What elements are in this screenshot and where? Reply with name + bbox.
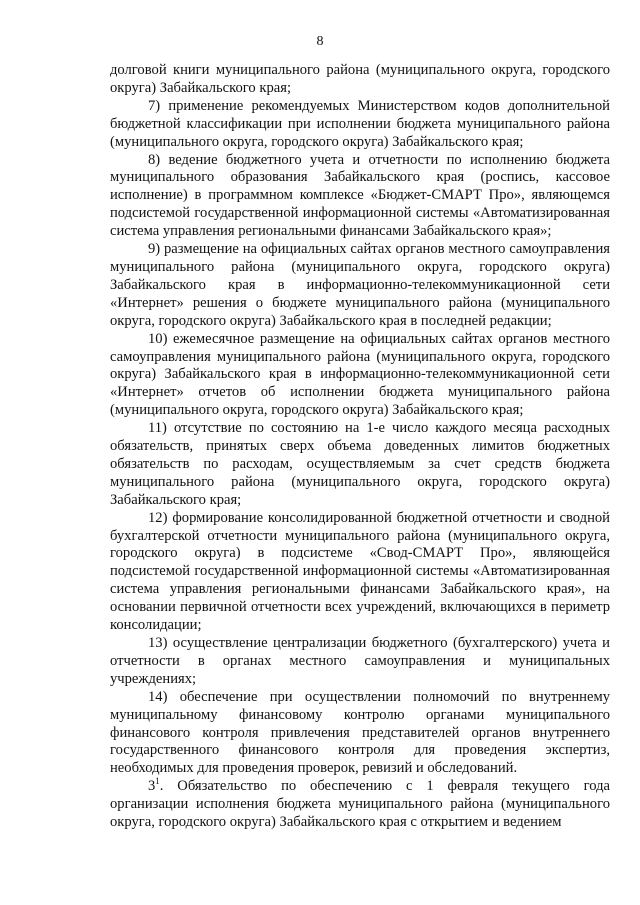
paragraph-item-14: 14) обеспечение при осуществлении полномочий по внутреннему муниципальному финансовому контролю органами муниципального финансового контроля привлечения представителей органов внутреннего государственного финансового контроля для проведения экспертиз, необходимых для проведения проверок, ревизий и обследований. <box>110 688 610 777</box>
section-number: 3 <box>148 778 156 795</box>
paragraph-item-11: 11) отсутствие по состоянию на 1-е число каждого месяца расходных обязательств, принятых сверх объема доведенных лимитов бюджетных обязательств по расходам, осуществляемым за счет средств бюджета муниципального района (муниципального округа, городского округа) Забайкальского края; <box>110 420 610 508</box>
paragraph-continuation: долговой книги муниципального района (муниципального округа, городского округа) Забайкальского края; <box>110 62 610 96</box>
paragraph-item-10: 10) ежемесячное размещение на официальных сайтах органов местного самоуправления муниципального района (муниципального округа, городского округа) Забайкальского края в информационно-телекоммуникационной сети «Интернет» отчетов об исполнении бюджета муниципального района (муниципального округа, городского округа) Забайкальского края; <box>110 330 610 419</box>
page-number: 8 <box>316 34 324 49</box>
document-body <box>110 62 610 832</box>
paragraph-section-3-1 <box>110 778 610 832</box>
paragraph-item-8: 8) ведение бюджетного учета и отчетности по исполнению бюджета муниципального образования Забайкальского края (роспись, кассовое исполнение) в программном комплексе «Бюджет-СМАРТ Про», являющемся подсистемой государственной информационной системы «Автоматизированная система управления региональными финансами Забайкальского края»; <box>110 151 610 240</box>
section-text: . Обязательство по обеспечению с 1 февраля текущего года организации исполнения бюджета муниципального района (муниципального округа, городского округа) Забайкальского края с открытием и ведением <box>110 778 610 831</box>
paragraph-item-12: 12) формирование консолидированной бюджетной отчетности и сводной бухгалтерской отчетности муниципального района (муниципального округа, городского округа) в подсистеме «Свод-СМАРТ Про», являющейся подсистемой государственной информационной системы «Автоматизированная система управления региональными финансами Забайкальского края», на основании первичной отчетности всех учреждений, включающихся в периметр консолидации; <box>110 509 610 634</box>
paragraph-item-9: 9) размещение на официальных сайтах органов местного самоуправления муниципального района (муниципального округа, городского округа) Забайкальского края в информационно-телекоммуникационной сети «Интернет» решения о бюджете муниципального района (муниципального округа, городского округа) Забайкальского края в последней редакции; <box>110 241 610 329</box>
paragraph-item-13: 13) осуществление централизации бюджетного (бухгалтерского) учета и отчетности в органах местного самоуправления и муниципальных учреждениях; <box>110 635 610 687</box>
paragraph-item-7: 7) применение рекомендуемых Министерством кодов дополнительной бюджетной классификации при исполнении бюджета муниципального района (муниципального округа, городского округа) Забайкальского края; <box>110 97 610 150</box>
section-superscript: 1 <box>155 776 160 787</box>
